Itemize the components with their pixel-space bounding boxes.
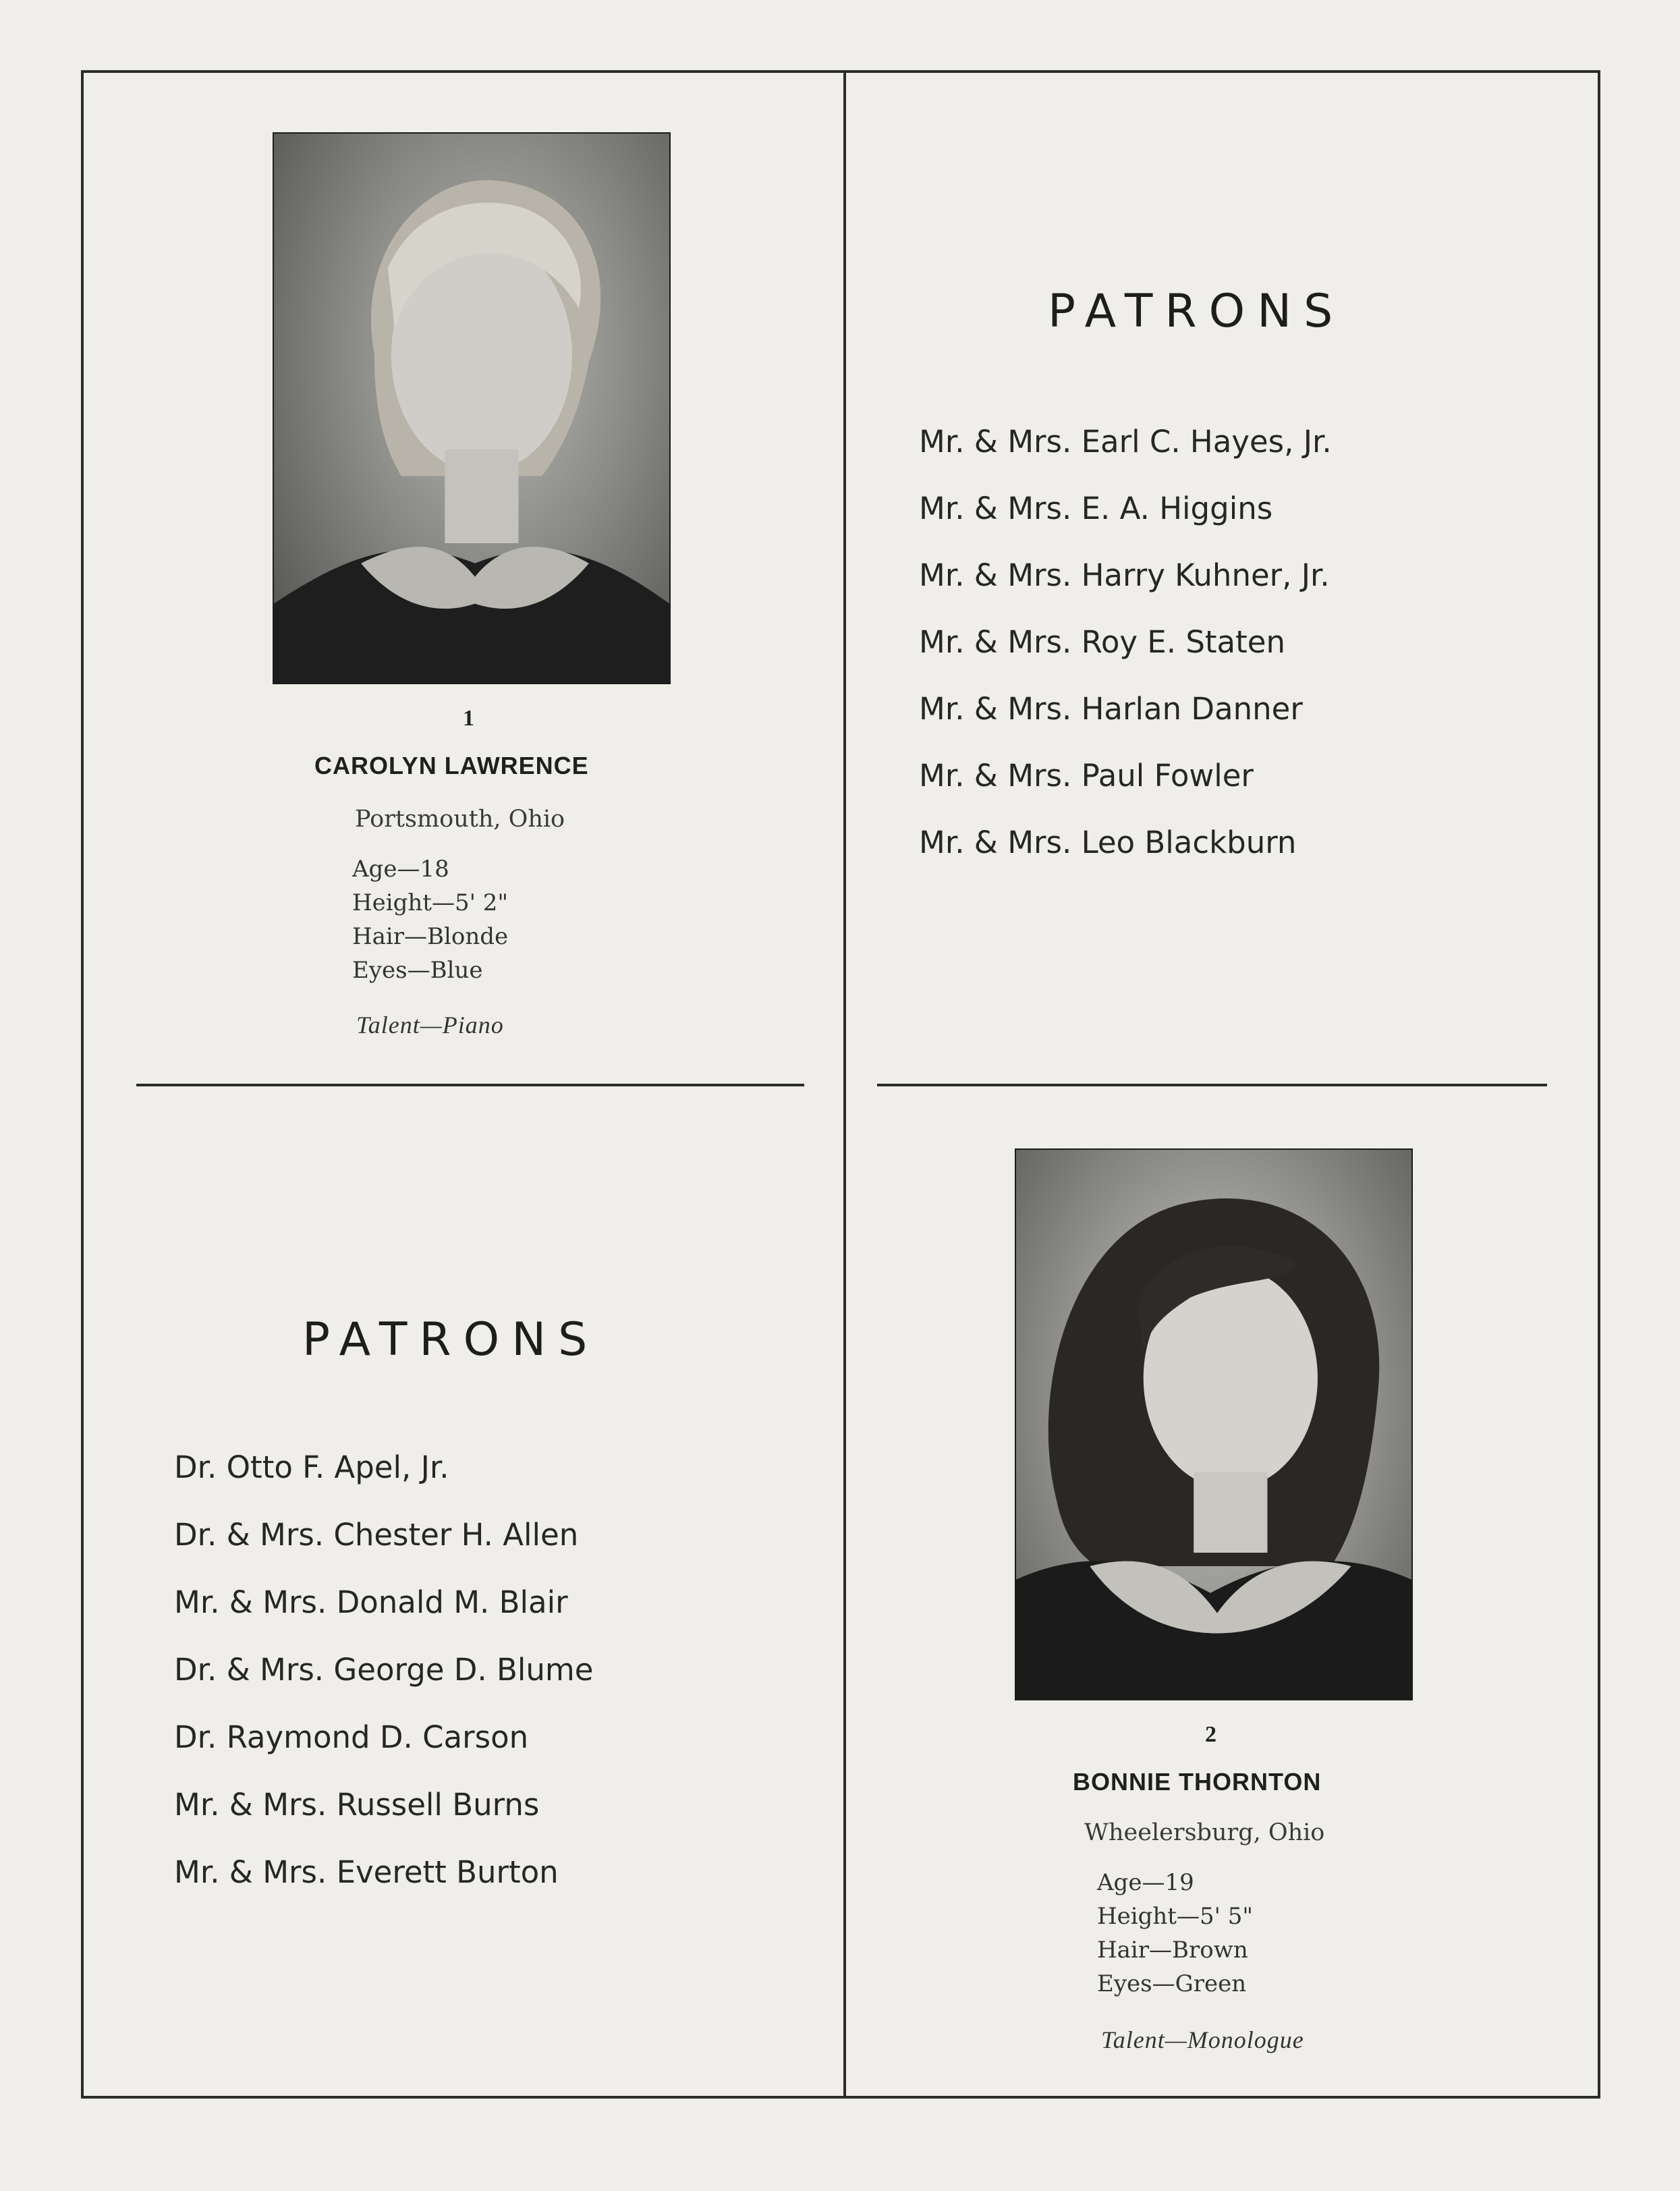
center-divider — [843, 70, 846, 2099]
patron-name: Dr. & Mrs. Chester H. Allen — [174, 1517, 579, 1553]
patron-name: Mr. & Mrs. Russell Burns — [174, 1787, 540, 1823]
contestant-1-hair: Hair—Blonde — [352, 923, 509, 950]
contestant-1-eyes: Eyes—Blue — [352, 957, 483, 984]
patrons-heading-top: PATRONS — [1048, 285, 1345, 338]
contestant-2-height: Height—5' 5" — [1097, 1903, 1254, 1930]
contestant-1-name: CAROLYN LAWRENCE — [314, 752, 589, 779]
patrons-heading-bottom: PATRONS — [302, 1313, 600, 1366]
contestant-2-talent: Talent—Monologue — [1101, 2026, 1304, 2053]
left-section-divider — [136, 1084, 804, 1086]
contestant-2-hair: Hair—Brown — [1097, 1937, 1248, 1964]
contestant-1-height: Height—5' 2" — [352, 889, 509, 916]
patron-name: Mr. & Mrs. E. A. Higgins — [919, 491, 1273, 526]
contestant-2-name: BONNIE THORNTON — [1073, 1768, 1322, 1796]
contestant-1-portrait — [273, 132, 671, 684]
patron-name: Mr. & Mrs. Harry Kuhner, Jr. — [919, 557, 1330, 593]
contestant-1-hometown: Portsmouth, Ohio — [355, 806, 565, 833]
contestant-2-hometown: Wheelersburg, Ohio — [1084, 1819, 1325, 1846]
patron-name: Mr. & Mrs. Paul Fowler — [919, 758, 1254, 794]
patron-name: Dr. Raymond D. Carson — [174, 1719, 529, 1755]
patron-name: Dr. & Mrs. George D. Blume — [174, 1652, 594, 1688]
contestant-1-age: Age—18 — [352, 856, 449, 883]
patron-name: Mr. & Mrs. Everett Burton — [174, 1854, 559, 1890]
patron-name: Mr. & Mrs. Leo Blackburn — [919, 825, 1297, 860]
contestant-2-age: Age—19 — [1097, 1869, 1194, 1896]
patron-name: Mr. & Mrs. Donald M. Blair — [174, 1584, 568, 1620]
patron-name: Mr. & Mrs. Harlan Danner — [919, 691, 1303, 727]
patron-name: Dr. Otto F. Apel, Jr. — [174, 1449, 449, 1485]
contestant-1-talent: Talent—Piano — [356, 1011, 504, 1038]
contestant-1-number: 1 — [463, 706, 474, 731]
right-section-divider — [877, 1084, 1547, 1086]
contestant-2-eyes: Eyes—Green — [1097, 1970, 1247, 1997]
contestant-2-number: 2 — [1205, 1722, 1216, 1747]
patron-name: Mr. & Mrs. Earl C. Hayes, Jr. — [919, 424, 1332, 460]
contestant-2-portrait — [1015, 1148, 1413, 1700]
patron-name: Mr. & Mrs. Roy E. Staten — [919, 624, 1285, 660]
